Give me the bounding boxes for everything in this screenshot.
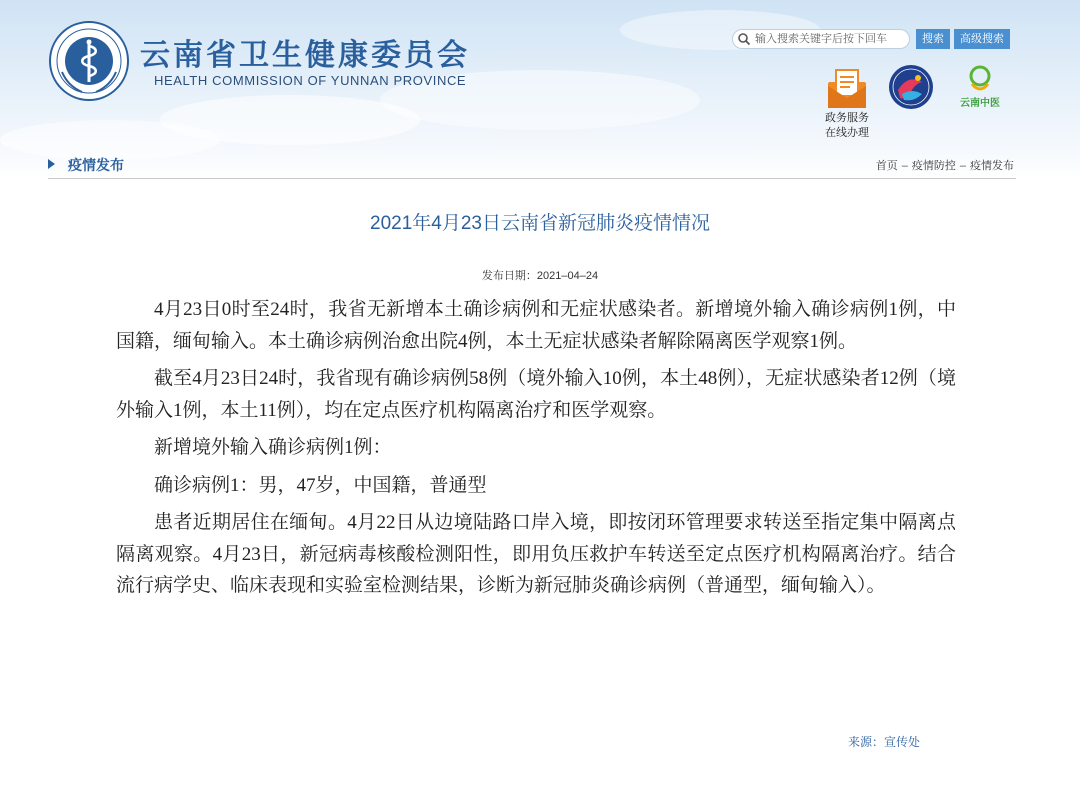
- site-title[interactable]: 云南省卫生健康委员会: [140, 38, 470, 73]
- breadcrumb: 首页 – 疫情防控 – 疫情发布: [875, 160, 1014, 172]
- yunnan-tcm-emblem-icon[interactable]: [952, 62, 1008, 112]
- search-input[interactable]: [755, 33, 903, 45]
- article-paragraph: 截至4月23日24时，我省现有确诊病例58例（境外输入10例，本土48例），无症状感染者12例（境外输入1例，本土11例），均在定点医疗机构隔离治疗和医学观察。: [116, 368, 956, 421]
- arrow-right-icon: [48, 159, 55, 169]
- article-body: [116, 294, 956, 608]
- breadcrumb-home[interactable]: 首页: [875, 160, 898, 172]
- search-icon: [733, 30, 755, 48]
- health-yunnan-emblem-icon[interactable]: [888, 64, 934, 110]
- article-source: 来源：宣传处: [848, 735, 921, 749]
- publish-date: 发布日期：2021–04–24: [481, 270, 599, 282]
- breadcrumb-epidemic-release[interactable]: 疫情发布: [970, 160, 1014, 172]
- search-button[interactable]: 搜索: [916, 29, 950, 49]
- government-service-label[interactable]: 政务服务 在线办理: [825, 112, 869, 139]
- article-paragraph: 患者近期居住在缅甸。4月22日从边境陆路口岸入境，即按闭环管理要求转送至指定集中隔离点隔离观察。4月23日，新冠病毒核酸检测阳性，即用负压救护车转送至定点医疗机构隔离治疗。结合流行病学史、临床表现和实验室检测结果，诊断为新冠肺炎确诊病例（普通型，缅甸输入）。: [116, 512, 956, 596]
- advanced-search-button[interactable]: 高级搜索: [954, 29, 1010, 49]
- article-title: 2021年4月23日云南省新冠肺炎疫情情况: [370, 213, 710, 234]
- site-subtitle: HEALTH COMMISSION OF YUNNAN PROVINCE: [154, 73, 467, 88]
- breadcrumb-epidemic-control[interactable]: 疫情防控: [911, 160, 956, 172]
- section-title: 疫情发布: [68, 157, 124, 173]
- section-nav-bar: [48, 152, 1016, 179]
- article-paragraph: 4月23日0时至24时，我省无新增本土确诊病例和无症状感染者。新增境外输入确诊病例1例，中国籍，缅甸输入。本土确诊病例治愈出院4例，本土无症状感染者解除隔离医学观察1例。: [116, 299, 956, 352]
- article-paragraph: 确诊病例1：男，47岁，中国籍，普通型: [154, 474, 487, 496]
- article-paragraph: 新增境外输入确诊病例1例：: [154, 437, 392, 458]
- health-commission-emblem-icon[interactable]: [48, 20, 130, 102]
- government-service-icon[interactable]: [826, 68, 868, 110]
- svg-text:云南中医: 云南中医: [960, 98, 1000, 109]
- search-box[interactable]: [732, 29, 910, 49]
